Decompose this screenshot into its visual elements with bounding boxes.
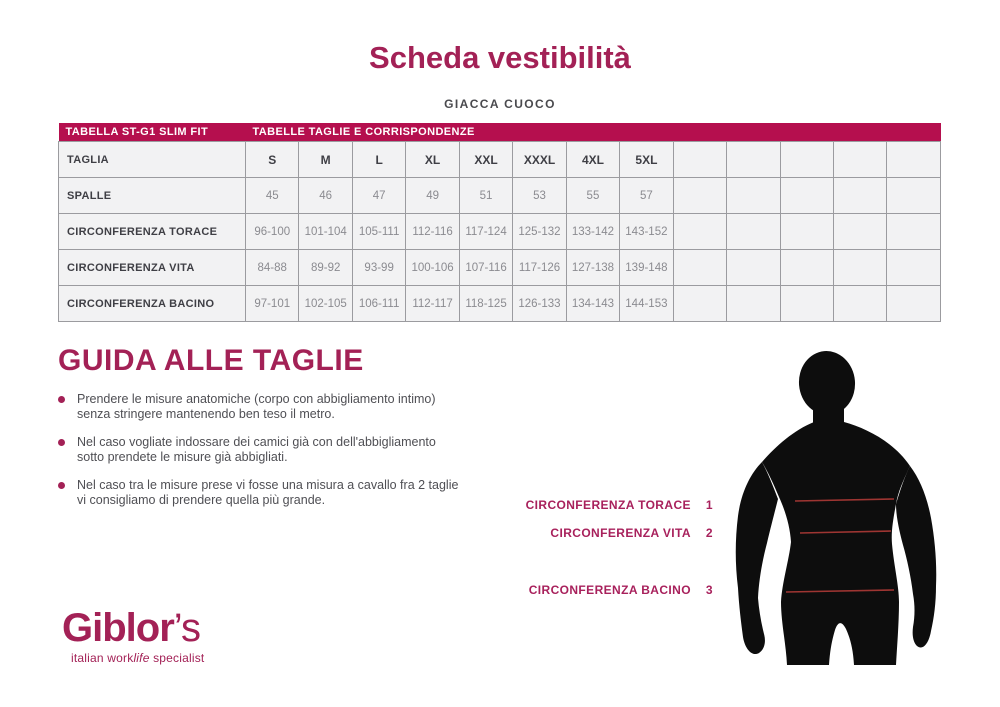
value-cell: 45 [246,178,299,214]
empty-cell [887,214,941,250]
empty-cell [833,178,886,214]
product-subtitle: GIACCA CUOCO [444,97,556,111]
size-header-cell: 5XL [620,142,673,178]
table-header-bar [59,123,941,142]
value-cell: 112-116 [406,214,459,250]
empty-cell [727,178,780,214]
size-header-cell: XL [406,142,459,178]
tagline-text: italian work [71,651,134,665]
value-cell: 125-132 [513,214,566,250]
value-cell: 117-124 [459,214,512,250]
empty-cell [887,178,941,214]
measure-number: 1 [705,498,713,512]
value-cell: 105-111 [352,214,405,250]
page-title: Scheda vestibilità [369,40,631,75]
silhouette-body [736,350,937,665]
brand-tagline [62,651,204,665]
empty-cell [727,286,780,322]
value-cell: 93-99 [352,250,405,286]
tagline-text-italic: life [133,651,150,665]
measure-label-text: CIRCONFERENZA TORACE [525,498,691,512]
size-guide-list [58,392,460,521]
size-header-cell: L [352,142,405,178]
measure-label-text: CIRCONFERENZA BACINO [528,583,691,597]
empty-cell [727,250,780,286]
empty-cell [780,286,833,322]
table-row [59,214,941,250]
value-cell: 46 [299,178,352,214]
guide-bullet-text: Prendere le misure anatomiche (corpo con abbigliamento intimo) senza stringere mantenendo ben teso il metro. [77,392,436,421]
value-cell: 51 [459,178,512,214]
size-header-cell: XXL [459,142,512,178]
value-cell: 106-111 [352,286,405,322]
empty-cell [887,250,941,286]
measure-label-vita [550,526,713,540]
empty-cell [780,142,833,178]
male-torso-silhouette [728,350,946,668]
measure-label-bacino [529,583,713,597]
measure-label-text: CIRCONFERENZA VITA [550,526,691,540]
row-label: CIRCONFERENZA TORACE [59,214,246,250]
value-cell: 102-105 [299,286,352,322]
silhouette-left-arm [736,462,778,654]
empty-cell [673,250,726,286]
empty-cell [833,286,886,322]
silhouette-svg [728,350,946,668]
value-cell: 53 [513,178,566,214]
empty-cell [727,142,780,178]
row-label: TAGLIA [59,142,246,178]
tagline-text: specialist [149,651,205,665]
table-header-left: TABELLA ST-G1 SLIM FIT [59,123,246,142]
row-label: CIRCONFERENZA BACINO [59,286,246,322]
value-cell: 117-126 [513,250,566,286]
value-cell: 47 [352,178,405,214]
size-guide-heading: GUIDA ALLE TAGLIE [58,344,364,377]
empty-cell [780,250,833,286]
value-cell: 127-138 [566,250,619,286]
value-cell: 126-133 [513,286,566,322]
brand-wordmark [62,606,204,650]
bullet-dot-icon [58,482,65,489]
table-row [59,286,941,322]
value-cell: 139-148 [620,250,673,286]
empty-cell [673,142,726,178]
empty-cell [833,142,886,178]
empty-cell [780,178,833,214]
guide-bullet-text: Nel caso tra le misure prese vi fosse una misura a cavallo fra 2 taglie vi consigliamo di prendere quella più grande. [77,478,459,507]
value-cell: 96-100 [246,214,299,250]
value-cell: 89-92 [299,250,352,286]
silhouette-right-arm [896,466,936,648]
empty-cell [833,214,886,250]
empty-cell [780,214,833,250]
size-header-cell: XXXL [513,142,566,178]
empty-cell [887,142,941,178]
value-cell: 49 [406,178,459,214]
value-cell: 118-125 [459,286,512,322]
value-cell: 107-116 [459,250,512,286]
value-cell: 101-104 [299,214,352,250]
value-cell: 134-143 [566,286,619,322]
value-cell: 84-88 [246,250,299,286]
bullet-dot-icon [58,396,65,403]
value-cell: 57 [620,178,673,214]
value-cell: 100-106 [406,250,459,286]
empty-cell [833,250,886,286]
size-header-cell: S [246,142,299,178]
brand-name-light: ’s [173,606,200,650]
brand-name-bold: Giblor [62,606,174,650]
row-label: SPALLE [59,178,246,214]
empty-cell [887,286,941,322]
table-row [59,142,941,178]
value-cell: 133-142 [566,214,619,250]
table-header-right: TABELLE TAGLIE E CORRISPONDENZE [246,123,941,142]
empty-cell [673,286,726,322]
value-cell: 112-117 [406,286,459,322]
guide-bullet-text: Nel caso vogliate indossare dei camici già con dell'abbigliamento sotto prendete le misure già abbigliati. [77,435,436,464]
size-header-cell: M [299,142,352,178]
brand-logo [62,606,204,665]
measure-label-torace [526,498,713,512]
empty-cell [673,178,726,214]
list-item [58,478,460,508]
value-cell: 97-101 [246,286,299,322]
value-cell: 55 [566,178,619,214]
row-label: CIRCONFERENZA VITA [59,250,246,286]
value-cell: 143-152 [620,214,673,250]
table-row [59,178,941,214]
measure-number: 3 [705,583,713,597]
empty-cell [673,214,726,250]
list-item [58,392,460,422]
measure-number: 2 [705,526,713,540]
value-cell: 144-153 [620,286,673,322]
size-table [58,123,941,322]
size-table-body [59,142,941,322]
size-header-cell: 4XL [566,142,619,178]
empty-cell [727,214,780,250]
table-row [59,250,941,286]
silhouette-torso [762,422,910,665]
bullet-dot-icon [58,439,65,446]
list-item [58,435,460,465]
